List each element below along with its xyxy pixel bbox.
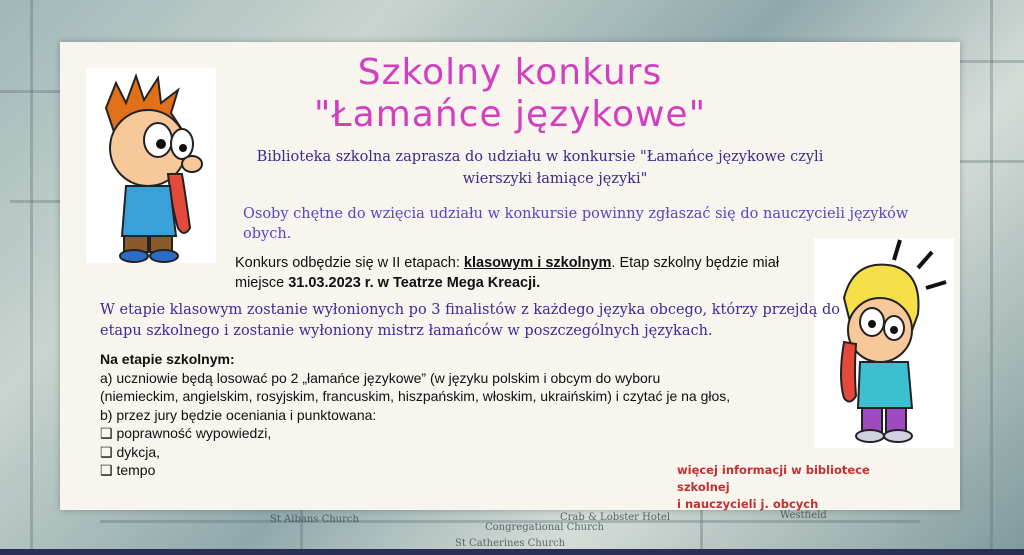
poster [60, 42, 960, 510]
stages-names: klasowym i szkolnym [463, 255, 612, 271]
map-label: St Catherines Church [455, 538, 566, 549]
invitation-text [230, 146, 850, 190]
criteria-item: ❑ tempo [100, 462, 156, 478]
cartoon-girl-illustration [814, 238, 954, 448]
eligibility-text: Osoby chętne do wzięcia udziału w konkursie powinny zgłaszać się do nauczycieli języków obych. [243, 206, 909, 242]
school-round-heading: Na etapie szkolnym: [100, 351, 235, 367]
stages-prefix: Konkurs odbędzie się w II etapach: [235, 255, 464, 271]
stages-text [235, 253, 815, 293]
criteria-item: ❑ poprawność wypowiedzi, [100, 425, 272, 441]
school-round-point-a-cont: (niemieckim, angielskim, rosyjskim, francuskim, hiszpańskim, włoskim, ukraińskim) i czytać je na głos, [100, 388, 731, 404]
class-round-text: W etapie klasowym zostanie wyłonionych po 3 finalistów z każdego języka obcego, którzy przejdą do etapu szkolnego i zostanie wyłoniony mistrz łamańców w poszczególnych językach. [100, 302, 840, 339]
poster-title-line1: Szkolny konkurs [357, 52, 663, 93]
invitation-line1: Biblioteka szkolna zaprasza do udziału w konkursie "Łamańce językowe czyli [256, 149, 824, 165]
more-info-line2: i nauczycieli j. obcych [677, 497, 819, 511]
stages-middle: . Etap szkolny będzie miał miejsce [235, 255, 780, 291]
school-round-section [100, 350, 820, 480]
map-label: Westfield [780, 510, 827, 521]
bottom-bar [0, 549, 1024, 555]
school-round-point-b: b) przez jury będzie oceniania i punktowana: [100, 406, 377, 423]
map-label: Congregational Church [485, 522, 604, 533]
criteria-item: ❑ dykcja, [100, 443, 161, 460]
more-info-line1: więcej informacji w bibliotece szkolnej [677, 463, 870, 494]
school-round-point-a: a) uczniowie będą losować po 2 „łamańce językowe” (w języku polskim i obcym do wyboru [100, 369, 661, 386]
final-date-place: 31.03.2023 r. w Teatrze Mega Kreacji. [288, 275, 541, 291]
more-info-note [677, 462, 907, 513]
invitation-line2: wierszyki łamiące języki" [462, 171, 648, 187]
map-label: St Albans Church [270, 514, 359, 525]
map-label: Crab & Lobster Hotel [560, 512, 671, 523]
poster-title-line2: "Łamańce językowe" [313, 94, 707, 135]
